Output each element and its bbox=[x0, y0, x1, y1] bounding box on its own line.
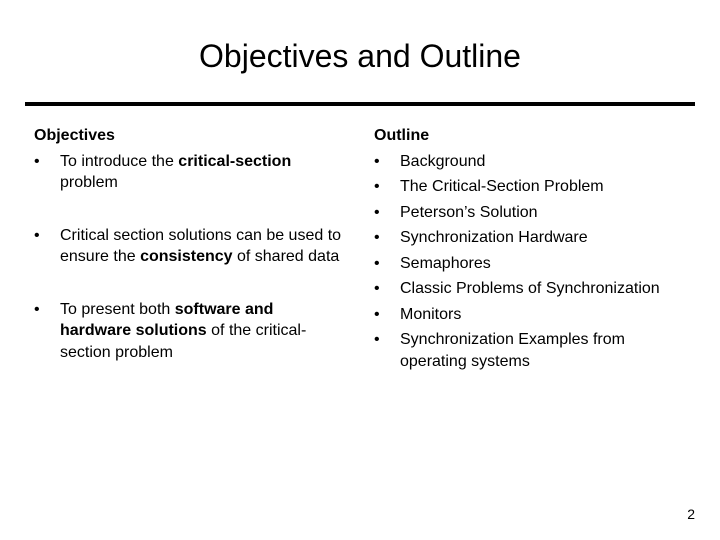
objective-text-bold: software and hardware solutions bbox=[60, 300, 274, 339]
outline-item-text: Synchronization Examples from operating systems bbox=[400, 331, 625, 370]
objective-text-plain: of shared data bbox=[232, 248, 340, 265]
outline-item bbox=[374, 329, 674, 372]
outline-item bbox=[374, 253, 674, 275]
outline-list bbox=[374, 151, 674, 373]
outline-item-text: Monitors bbox=[400, 305, 462, 323]
outline-item bbox=[374, 278, 674, 300]
bullet-icon: • bbox=[34, 300, 40, 318]
outline-item-text: Semaphores bbox=[400, 254, 491, 272]
page-number: 2 bbox=[687, 506, 695, 522]
objective-text-plain: problem bbox=[60, 174, 118, 191]
bullet-icon: • bbox=[374, 229, 380, 246]
outline-item bbox=[374, 227, 674, 249]
outline-heading: Outline bbox=[374, 127, 430, 144]
objective-text-plain: To present both bbox=[60, 300, 175, 318]
outline-item-text: Synchronization Hardware bbox=[400, 229, 588, 246]
outline-item-text: Classic Problems of Synchronization bbox=[400, 280, 660, 297]
outline-column bbox=[374, 125, 674, 376]
objective-text-bold: critical-section bbox=[178, 152, 292, 170]
objective-text-bold: consistency bbox=[140, 248, 233, 265]
objectives-column bbox=[34, 125, 349, 394]
objective-text-plain: To introduce the bbox=[60, 152, 179, 170]
objective-text-plain: Critical section solutions can be used to ensure the bbox=[60, 226, 342, 265]
outline-item-text: The Critical-Section Problem bbox=[400, 178, 604, 195]
outline-item bbox=[374, 176, 674, 198]
objective-item bbox=[34, 299, 349, 364]
objective-item bbox=[34, 151, 349, 194]
slide-title: Objectives and Outline bbox=[199, 38, 521, 74]
bullet-icon: • bbox=[374, 254, 380, 272]
bullet-icon: • bbox=[374, 203, 380, 221]
outline-item bbox=[374, 202, 674, 224]
bullet-icon: • bbox=[374, 305, 380, 323]
outline-item-text: Peterson’s Solution bbox=[400, 203, 538, 221]
outline-item-text: Background bbox=[400, 152, 486, 170]
objectives-list bbox=[34, 151, 349, 364]
bullet-icon: • bbox=[374, 280, 380, 297]
objectives-heading: Objectives bbox=[34, 127, 115, 144]
bullet-icon: • bbox=[34, 152, 40, 170]
title-divider bbox=[25, 102, 695, 106]
bullet-icon: • bbox=[374, 331, 380, 348]
bullet-icon: • bbox=[374, 152, 380, 170]
bullet-icon: • bbox=[374, 178, 380, 195]
outline-item bbox=[374, 151, 674, 173]
bullet-icon: • bbox=[34, 226, 40, 244]
objective-item bbox=[34, 225, 349, 268]
outline-item bbox=[374, 304, 674, 326]
objective-text-plain: of the critical-section problem bbox=[60, 322, 307, 361]
